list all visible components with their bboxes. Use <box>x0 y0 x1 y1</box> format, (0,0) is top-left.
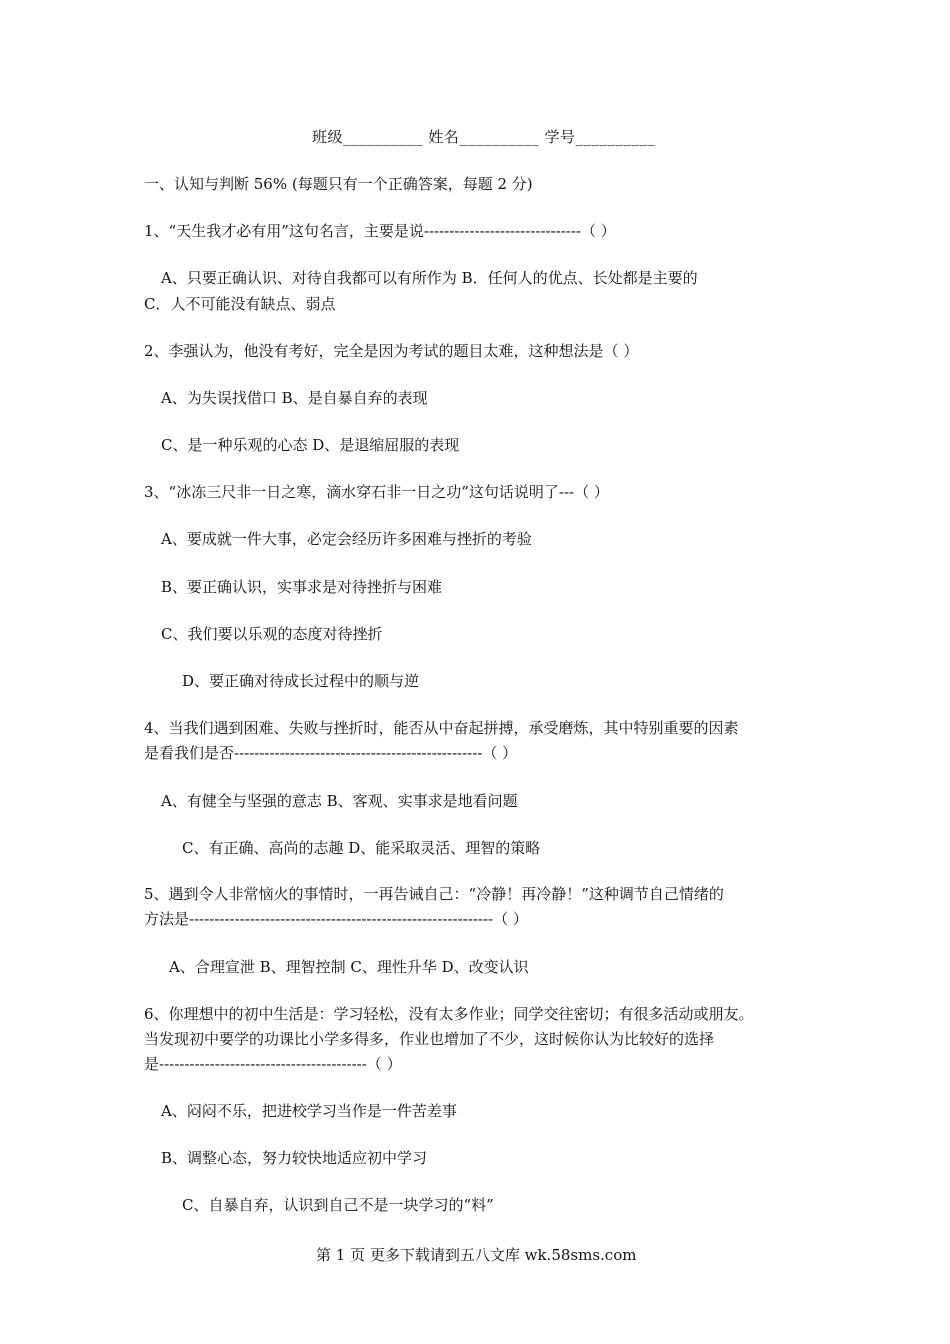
question-5-stem-line-2: 方法是------------------------------------------------------------（ ） <box>144 910 528 928</box>
question-1-option-ab: A、只要正确认识、对待自我都可以有所作为 B．任何人的优点、长处都是主要的 <box>161 269 698 287</box>
student-info-header: 班级__________ 姓名__________ 学号__________ <box>312 128 656 146</box>
question-6-option-c: C、自暴自弃，认识到自己不是一块学习的“料” <box>182 1196 494 1214</box>
page-footer: 第 1 页 更多下载请到五八文库 wk.58sms.com <box>316 1246 637 1264</box>
question-1-option-c: C．人不可能没有缺点、弱点 <box>144 295 336 313</box>
question-3-option-c: C、我们要以乐观的态度对待挫折 <box>161 625 383 643</box>
question-1-stem: 1、“天生我才必有用”这句名言，主要是说-------------------------------（ ） <box>144 222 616 240</box>
question-3-option-a: A、要成就一件大事，必定会经历许多困难与挫折的考验 <box>161 530 532 548</box>
section-title: 一、认知与判断 56% (每题只有一个正确答案，每题 2 分) <box>144 175 533 193</box>
question-4-option-cd: C、有正确、高尚的志趣 D、能采取灵活、理智的策略 <box>182 839 541 857</box>
question-4-option-ab: A、有健全与坚强的意志 B、客观、实事求是地看问题 <box>161 792 518 810</box>
question-2-option-cd: C、是一种乐观的心态 D、是退缩屈服的表现 <box>161 436 460 454</box>
question-6-option-a: A、闷闷不乐，把进校学习当作是一件苦差事 <box>161 1102 457 1120</box>
question-5-options: A、合理宣泄 B、理智控制 C、理性升华 D、改变认识 <box>169 958 529 976</box>
question-3-stem: 3、“冰冻三尺非一日之寒，滴水穿石非一日之功”这句话说明了---（ ） <box>144 483 609 501</box>
question-3-option-d: D、要正确对待成长过程中的顺与逆 <box>182 672 420 690</box>
question-6-stem-line-2: 当发现初中要学的功课比小学多得多，作业也增加了不少，这时候你认为比较好的选择 <box>144 1030 715 1048</box>
question-6-stem-line-3: 是-----------------------------------------（ ） <box>144 1055 402 1073</box>
question-4-stem-line-2: 是看我们是否-------------------------------------------------（ ） <box>144 744 518 762</box>
question-2-stem: 2、李强认为，他没有考好，完全是因为考试的题目太难，这种想法是（ ） <box>144 342 639 360</box>
question-3-option-b: B、要正确认识，实事求是对待挫折与困难 <box>161 578 443 596</box>
question-6-stem-line-1: 6、你理想中的初中生活是：学习轻松，没有太多作业；同学交往密切；有很多活动或朋友。 <box>144 1005 754 1023</box>
question-4-stem-line-1: 4、当我们遇到困难、失败与挫折时，能否从中奋起拼搏，承受磨炼，其中特别重要的因素 <box>144 719 739 737</box>
question-5-stem-line-1: 5、遇到令人非常恼火的事情时，一再告诫自己：“冷静！再冷静！”这种调节自己情绪的 <box>144 885 724 903</box>
question-2-option-ab: A、为失误找借口 B、是自暴自弃的表现 <box>161 389 428 407</box>
question-6-option-b: B、调整心态，努力较快地适应初中学习 <box>161 1149 428 1167</box>
